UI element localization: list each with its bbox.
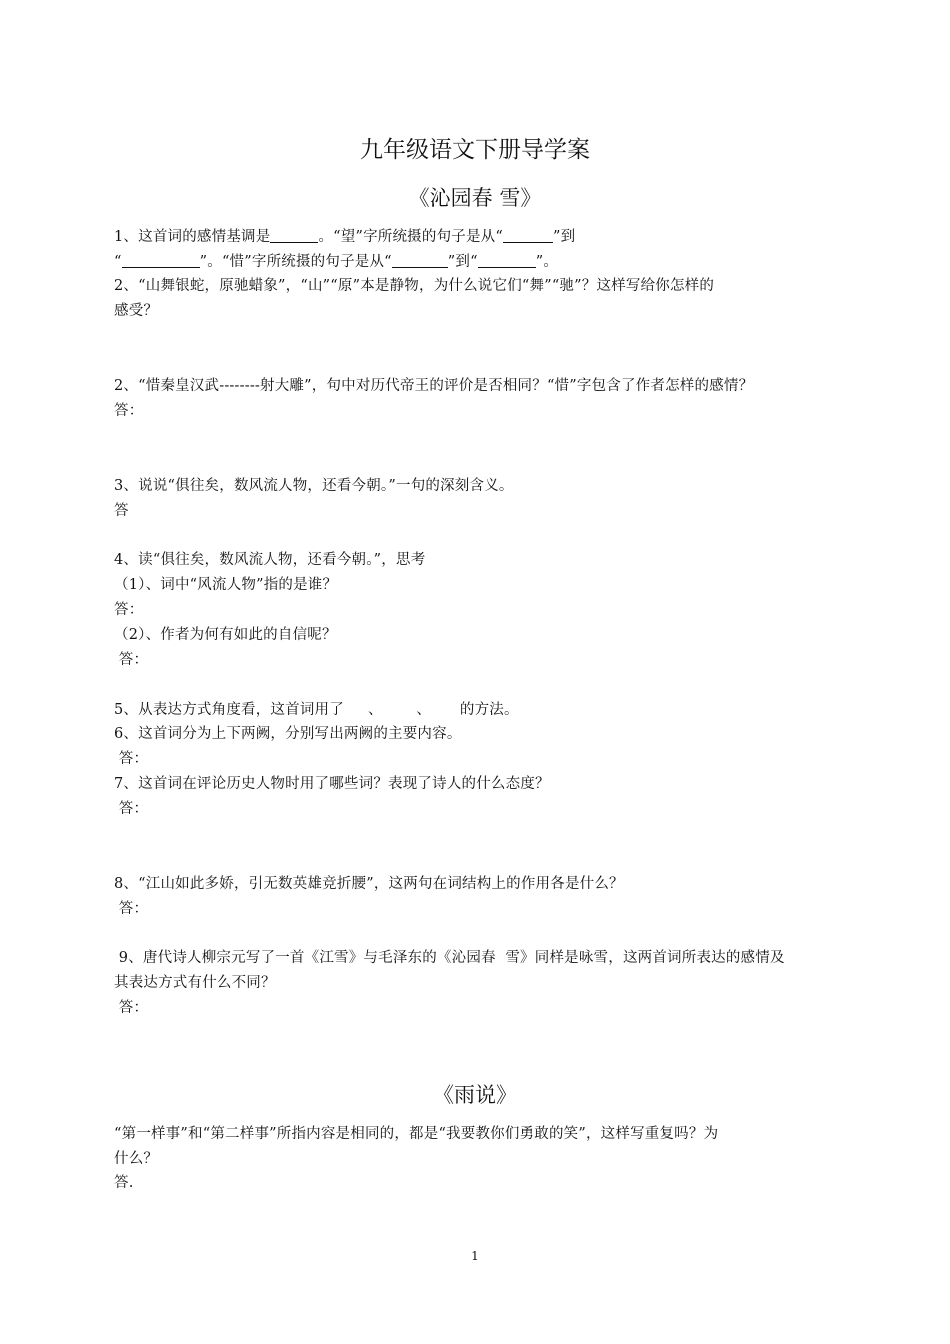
section-heading-qinyuanchun: 《沁园春 雪》 xyxy=(408,186,542,210)
question-text: “ xyxy=(114,254,122,270)
question-text: ”到 xyxy=(552,229,576,245)
fill-blank xyxy=(392,253,448,268)
question-text: 。“望”字所统摄的句子是从“ xyxy=(318,229,503,245)
question-4-answer-1: 答： xyxy=(114,602,144,618)
question-2a-line-2: 感受？ xyxy=(114,303,159,319)
question-5: 5、从表达方式角度看，这首词用了 、 、 的方法。 xyxy=(114,702,519,718)
question-text: ”。 xyxy=(535,254,559,270)
section-heading-yushuo: 《雨说》 xyxy=(433,1083,517,1107)
question-2a-line-1: 2、“山舞银蛇，原驰蜡象”，“山”“原”本是静物，为什么说它们“舞”“驰”？这样写给你怎样的 xyxy=(114,278,715,294)
question-6-answer: 答： xyxy=(114,751,149,767)
question-2b-answer: 答： xyxy=(114,403,144,419)
question-3-line-1: 3、说说“俱往矣，数风流人物，还看今朝。”一句的深刻含义。 xyxy=(114,478,514,494)
question-text: ”。“惜”字所统摄的句子是从“ xyxy=(199,254,392,270)
question-text: ”到“ xyxy=(447,254,478,270)
fill-blank xyxy=(503,228,553,243)
yushuo-answer: 答. xyxy=(114,1175,134,1191)
page-number: 1 xyxy=(471,1249,479,1263)
question-8-answer: 答： xyxy=(114,901,149,917)
question-8: 8、“江山如此多娇，引无数英雄竞折腰”，这两句在词结构上的作用各是什么？ xyxy=(114,876,624,892)
yushuo-question-line-1: “第一样事”和“第二样事”所指内容是相同的，都是“我要教你们勇敢的笑”，这样写重复吗？为 xyxy=(114,1126,719,1142)
question-4-sub-2: （2）、作者为何有如此的自信呢？ xyxy=(114,627,337,643)
question-9-answer: 答： xyxy=(114,1000,149,1016)
yushuo-question-line-2: 什么？ xyxy=(114,1151,159,1167)
fill-blank xyxy=(478,253,536,268)
question-3-answer: 答 xyxy=(114,503,129,519)
question-4-answer-2: 答： xyxy=(114,652,149,668)
question-4-sub-1: （1）、词中“风流人物”指的是谁？ xyxy=(114,577,338,593)
fill-blank xyxy=(122,253,200,268)
question-1-line-2 xyxy=(114,253,558,271)
question-9-line-1: 9、唐代诗人柳宗元写了一首《江雪》与毛泽东的《沁园春 雪》同样是咏雪，这两首词所表达的感情及 xyxy=(114,950,785,966)
question-1-line-1 xyxy=(114,228,575,246)
question-4-line-1: 4、读“俱往矣，数风流人物，还看今朝。”，思考 xyxy=(114,552,426,568)
question-9-line-2: 其表达方式有什么不同？ xyxy=(114,975,276,991)
document-title: 九年级语文下册导学案 xyxy=(360,137,590,163)
fill-blank xyxy=(270,228,318,243)
question-text: 1、这首词的感情基调是 xyxy=(114,229,271,245)
question-7: 7、这首词在评论历史人物时用了哪些词？表现了诗人的什么态度？ xyxy=(114,776,550,792)
question-7-answer: 答： xyxy=(114,801,149,817)
question-2b-line-1: 2、“惜秦皇汉武--------射大雕”，句中对历代帝王的评价是否相同？“惜”字包含了作者怎样的感情？ xyxy=(114,378,754,394)
question-6: 6、这首词分为上下两阙，分别写出两阙的主要内容。 xyxy=(114,726,462,742)
